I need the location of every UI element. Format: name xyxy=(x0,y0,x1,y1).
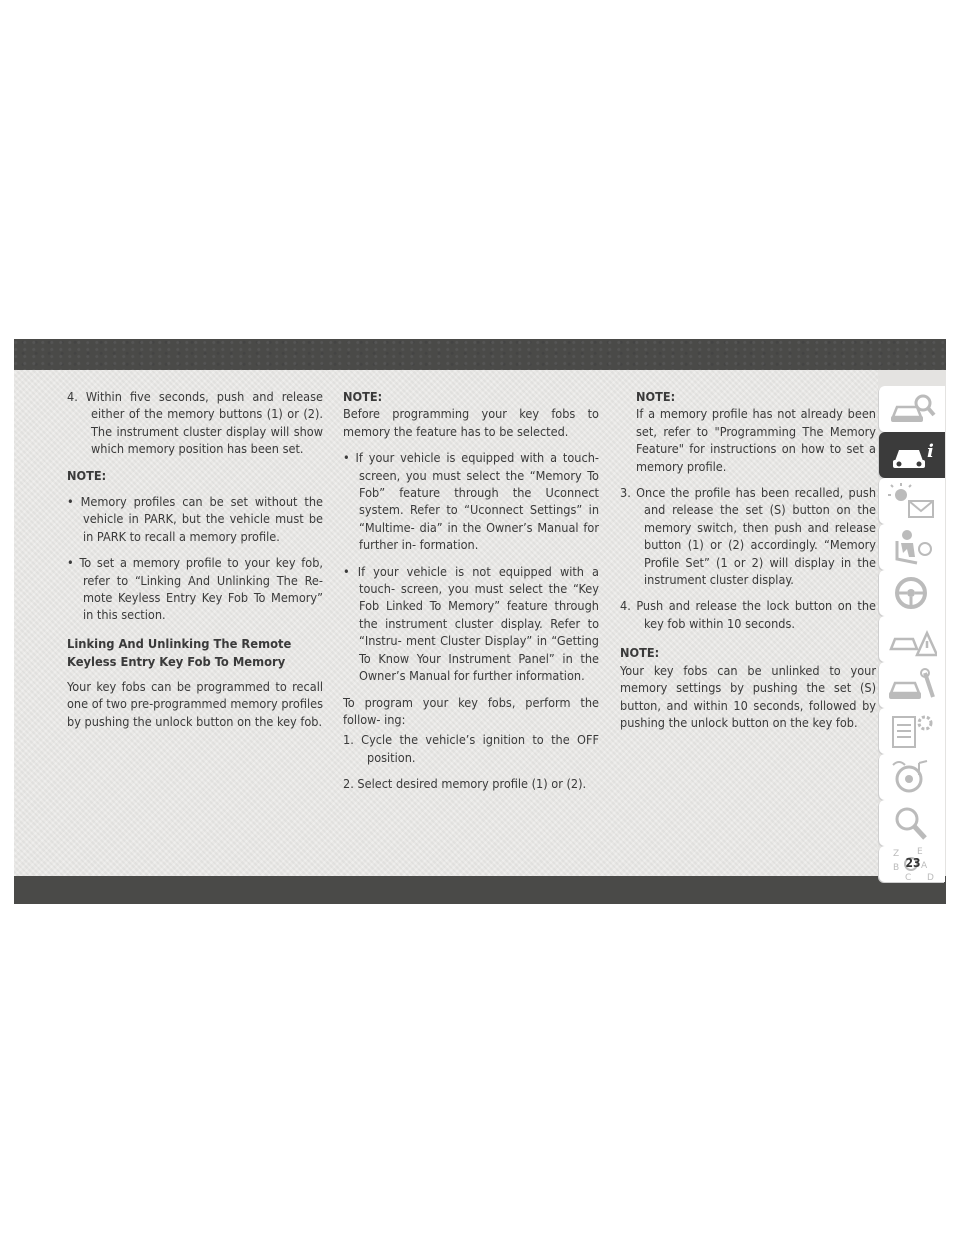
note-label: NOTE: xyxy=(343,389,383,404)
svg-text:D: D xyxy=(927,873,934,883)
note-label: NOTE: xyxy=(636,389,676,404)
column-3 xyxy=(620,388,876,740)
note-text: If a memory profile has not already been set, refer to "Programming The Memory Feature" for instructions on how to set a memory profile. xyxy=(636,406,876,474)
tab-safety[interactable] xyxy=(879,524,945,570)
steering-wheel-icon xyxy=(887,573,937,613)
page-number: 23 xyxy=(905,856,921,870)
step-2-text: 2. Select desired memory profile (1) or (2). xyxy=(343,776,587,792)
car-info-icon xyxy=(887,435,937,475)
tab-multimedia[interactable] xyxy=(879,754,945,800)
bullet-no-touchscreen: • If your vehicle is not equipped with a touch- screen, you must select the “Key Fob Linked To Memory” feature through the instrument cluster display. Refer to “Instru- ment Cluster Display” in “Getting To Know Your Instrument Panel” in the Owner’s Manual for further information. xyxy=(343,563,599,684)
intro-text: To program your key fobs, perform the follow- ing: xyxy=(343,694,599,727)
bullet-key-fob: • To set a memory profile to your key fob, refer to “Linking And Unlinking The Re- mote Keyless Entry Key Fob To Memory” in this section. xyxy=(67,555,323,623)
tab-servicing[interactable] xyxy=(879,662,945,708)
specs-gear-icon xyxy=(887,711,937,751)
svg-text:A: A xyxy=(921,861,928,871)
tab-customer-assistance[interactable] xyxy=(879,800,945,846)
seat-person-icon xyxy=(887,527,937,567)
bottom-band xyxy=(14,876,946,904)
note-text-2: Your key fobs can be unlinked to your memory settings by pushing the set (S) button, and within 10 seconds, followed by pushing the unlock button on the key fob. xyxy=(620,662,876,730)
step-1-text: 1. Cycle the vehicle’s ignition to the OFF position. xyxy=(343,732,599,765)
note-text: Before programming your key fobs to memory the feature has to be selected. xyxy=(343,406,599,439)
tab-getting-to-know-instrument[interactable] xyxy=(879,432,945,478)
section-heading: Linking And Unlinking The Remote Keyless Entry Key Fob To Memory xyxy=(67,636,292,670)
step-4-text: 4. Within five seconds, push and release either of the memory buttons (1) or (2). The instrument cluster display will show which memory position has been set. xyxy=(67,389,323,457)
svg-text:Z: Z xyxy=(893,849,900,859)
note-block xyxy=(620,388,876,475)
tab-emergency[interactable] xyxy=(879,616,945,662)
tab-getting-to-know-vehicle[interactable] xyxy=(879,386,945,432)
step-3-text: 3. Once the profile has been recalled, push and release the set (S) button on the memory switch, then push and release button (1) or (2) accordingly. “Memory Profile Set” (1 or 2) will display in the instrument cluster display. xyxy=(620,485,876,588)
step-4-text: 4. Push and release the lock button on the key fob within 10 seconds. xyxy=(620,598,876,631)
light-message-icon xyxy=(887,481,937,521)
bullet-memory-profiles: • Memory profiles can be set without the vehicle in PARK, but the vehicle must be in PARK to recall a memory profile. xyxy=(67,494,323,544)
svg-text:E: E xyxy=(917,847,923,857)
column-1 xyxy=(67,388,323,739)
tab-starting-driving[interactable] xyxy=(879,570,945,616)
svg-text:B: B xyxy=(893,863,900,873)
note-label: NOTE: xyxy=(67,467,107,483)
car-wrench-icon xyxy=(887,665,937,705)
note-label-2: NOTE: xyxy=(620,645,660,661)
warning-triangle-icon xyxy=(887,619,937,659)
top-band xyxy=(14,339,946,370)
section-paragraph: Your key fobs can be programmed to recall one of two pre-programmed memory profiles by pushing the unlock button on the key fob. xyxy=(67,678,323,729)
column-2 xyxy=(343,388,599,802)
bullet-touchscreen: • If your vehicle is equipped with a touch- screen, you must select the “Memory To Fob” feature through the Uconnect system. Refer to “Uconnect Settings” in “Multime- dia” in the Owner’s Manual for further in- formation. xyxy=(343,450,599,553)
multimedia-note-icon xyxy=(887,757,937,797)
tab-starting-operating[interactable] xyxy=(879,478,945,524)
tab-technical-specs[interactable] xyxy=(879,708,945,754)
car-search-icon xyxy=(887,389,937,429)
svg-text:i: i xyxy=(927,441,934,462)
svg-text:C: C xyxy=(905,873,912,883)
magnifier-icon xyxy=(887,803,937,843)
